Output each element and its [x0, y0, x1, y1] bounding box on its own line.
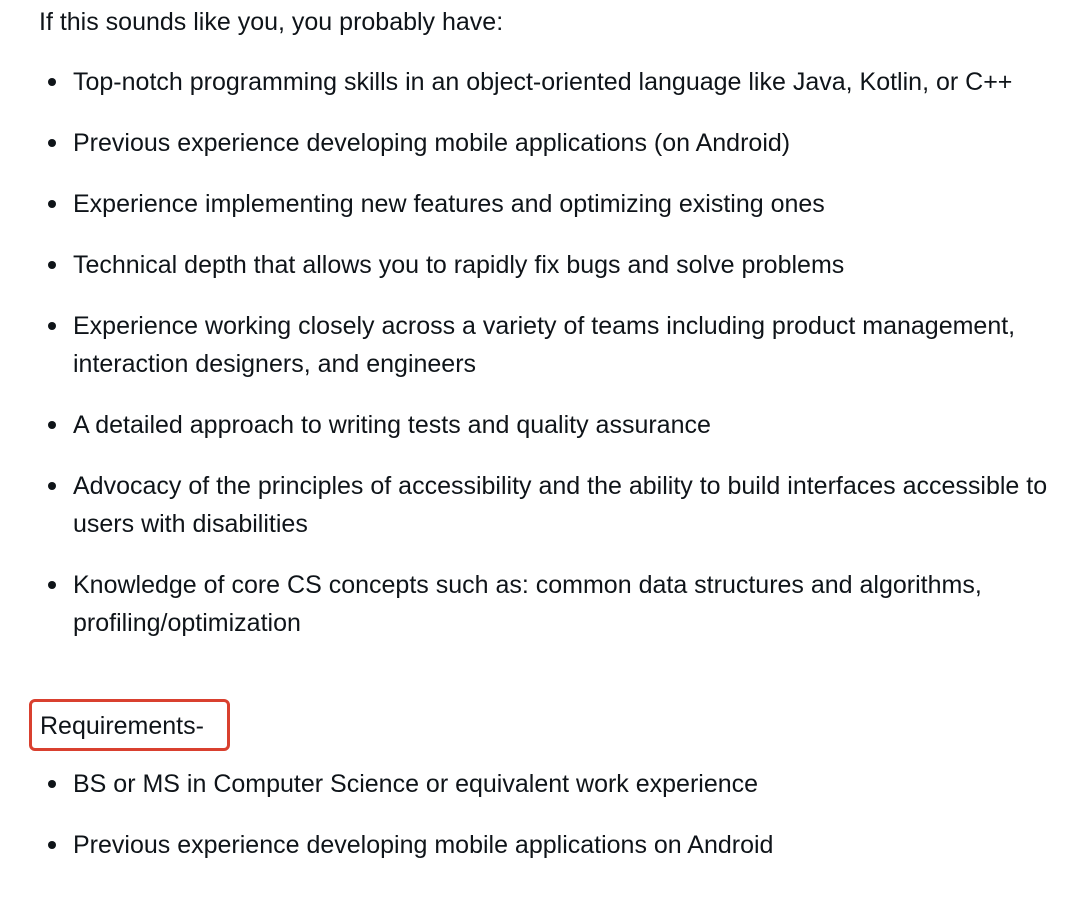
list-item	[39, 63, 1069, 101]
list-item-text: Experience working closely across a variety of teams including product management, interaction designers, and engineers	[73, 312, 1016, 378]
list-item	[39, 826, 1069, 864]
requirements-list	[39, 765, 1069, 887]
bullet-icon	[48, 139, 56, 147]
bullet-icon	[48, 841, 56, 849]
intro-text: If this sounds like you, you probably have:	[39, 8, 504, 36]
list-item-text: Previous experience developing mobile applications (on Android)	[73, 129, 791, 157]
bullet-icon	[48, 261, 56, 269]
list-item-text: Previous experience developing mobile applications on Android	[73, 831, 774, 859]
bullet-icon	[48, 780, 56, 788]
list-item-text: A detailed approach to writing tests and quality assurance	[73, 411, 711, 439]
list-item	[39, 307, 1069, 383]
list-item	[39, 246, 1069, 284]
list-item	[39, 765, 1069, 803]
requirements-heading: Requirements-	[40, 712, 204, 740]
list-item-text: Experience implementing new features and optimizing existing ones	[73, 190, 825, 218]
list-item-text: Technical depth that allows you to rapidly fix bugs and solve problems	[73, 251, 845, 279]
bullet-icon	[48, 322, 56, 330]
list-item	[39, 185, 1069, 223]
bullet-icon	[48, 78, 56, 86]
list-item	[39, 467, 1069, 543]
list-item-text: BS or MS in Computer Science or equivalent work experience	[73, 770, 759, 798]
list-item-text: Advocacy of the principles of accessibility and the ability to build interfaces accessible to users with disabilities	[73, 472, 1048, 538]
bullet-icon	[48, 581, 56, 589]
list-item	[39, 406, 1069, 444]
bullet-icon	[48, 200, 56, 208]
requirements-heading-highlight	[29, 699, 230, 751]
list-item-text: Top-notch programming skills in an object-oriented language like Java, Kotlin, or C++	[73, 68, 1013, 96]
list-item	[39, 124, 1069, 162]
list-item	[39, 566, 1069, 642]
qualifications-list	[39, 63, 1069, 665]
bullet-icon	[48, 482, 56, 490]
list-item-text: Knowledge of core CS concepts such as: common data structures and algorithms, profiling/optimization	[73, 571, 982, 637]
bullet-icon	[48, 421, 56, 429]
